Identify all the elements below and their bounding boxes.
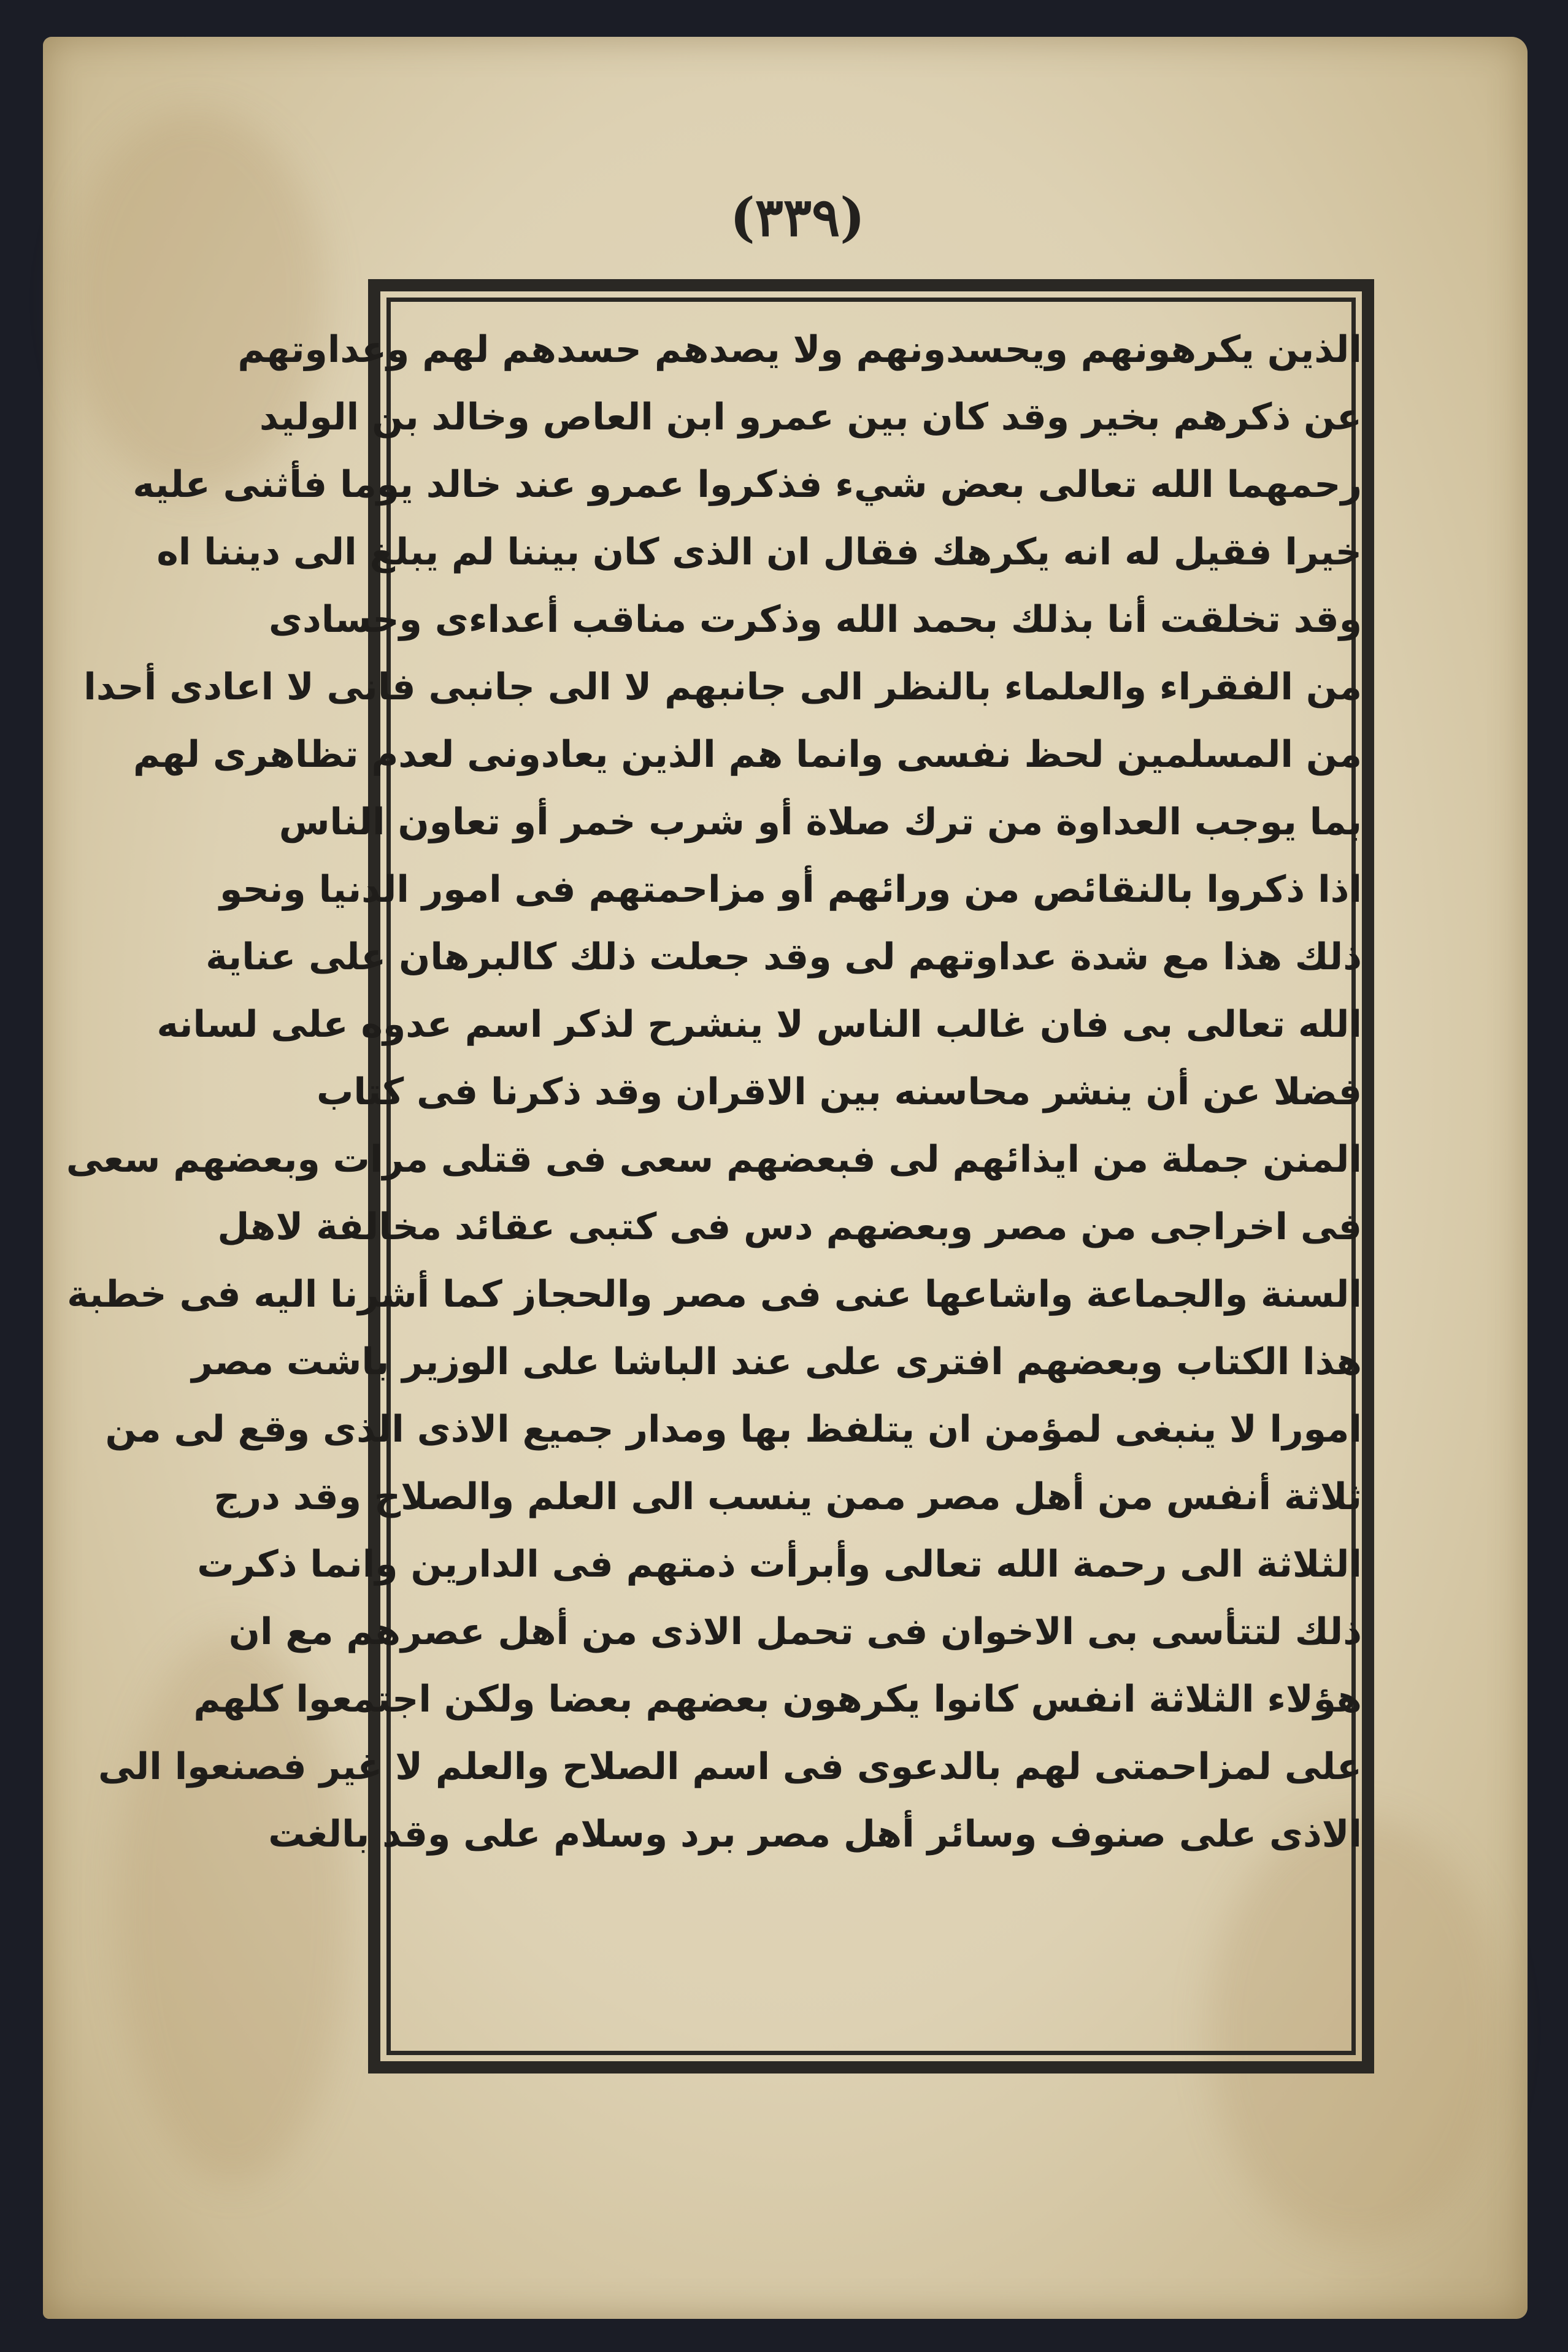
text-line: الثلاثة الى رحمة الله تعالى وأبرأت ذمتهم فى الدارين وانما ذكرت (197, 1543, 1362, 1586)
text-line: بما يوجب العداوة من ترك صلاة أو شرب خمر أو تعاون الناس (279, 801, 1362, 844)
text-line: المنن جملة من ايذائهم لى فبعضهم سعى فى قتلى مرات وبعضهم سعى (66, 1138, 1362, 1181)
text-line: الذين يكرهونهم ويحسدونهم ولا يصدهم حسدهم لهم وعداوتهم (237, 328, 1362, 371)
text-line: فى اخراجى من مصر وبعضهم دس فى كتبى عقائد مخالفة لاهل (217, 1205, 1362, 1248)
text-line: خيرا فقيل له انه يكرهك فقال ان الذى كان بيننا لم يبلغ الى ديننا اه (156, 531, 1362, 574)
page-number: (٣٣٩) (730, 186, 865, 248)
text-line: الله تعالى بى فان غالب الناس لا ينشرح لذكر اسم عدوه على لسانه (156, 1003, 1362, 1046)
text-line: من المسلمين لحظ نفسى وانما هم الذين يعادونى لعدم تظاهرى لهم (133, 733, 1362, 776)
text-line: امورا لا ينبغى لمؤمن ان يتلفظ بها ومدار جميع الاذى الذى وقع لى من (105, 1408, 1362, 1451)
text-line: ذلك لتتأسى بى الاخوان فى تحمل الاذى من أهل عصرهم مع ان (228, 1610, 1362, 1653)
text-line: ذلك هذا مع شدة عداوتهم لى وقد جعلت ذلك كالبرهان على عناية (206, 936, 1362, 978)
text-line: هذا الكتاب وبعضهم افترى على عند الباشا على الوزير باشت مصر (191, 1340, 1362, 1383)
text-line: رحمهما الله تعالى بعض شيء فذكروا عمرو عند خالد يوما فأثنى عليه (133, 463, 1362, 506)
text-block (66, 316, 1362, 2034)
text-line: وقد تخلقت أنا بذلك بحمد الله وذكرت مناقب أعداءى وحسادى (269, 598, 1362, 641)
text-line: السنة والجماعة واشاعها عنى فى مصر والحجاز كما أشرنا اليه فى خطبة (67, 1273, 1362, 1316)
text-line: عن ذكرهم بخير وقد كان بين عمرو ابن العاص وخالد بن الوليد (259, 396, 1362, 439)
text-line: ثلاثة أنفس من أهل مصر ممن ينسب الى العلم والصلاح وقد درج (213, 1475, 1362, 1518)
text-line: فضلا عن أن ينشر محاسنه بين الاقران وقد ذكرنا فى كتاب (317, 1070, 1362, 1113)
text-line: اذا ذكروا بالنقائص من ورائهم أو مزاحمتهم فى امور الدنيا ونحو (220, 868, 1362, 911)
text-line: على لمزاحمتى لهم بالدعوى فى اسم الصلاح والعلم لا غير فصنعوا الى (98, 1745, 1362, 1788)
text-line: هؤلاء الثلاثة انفس كانوا يكرهون بعضهم بعضا ولكن اجتمعوا كلهم (193, 1678, 1362, 1721)
text-line: الاذى على صنوف وسائر أهل مصر برد وسلام على وقد بالغت (268, 1813, 1362, 1856)
text-line: من الفقراء والعلماء بالنظر الى جانبهم لا الى جانبى فانى لا اعادى أحدا (83, 666, 1362, 709)
